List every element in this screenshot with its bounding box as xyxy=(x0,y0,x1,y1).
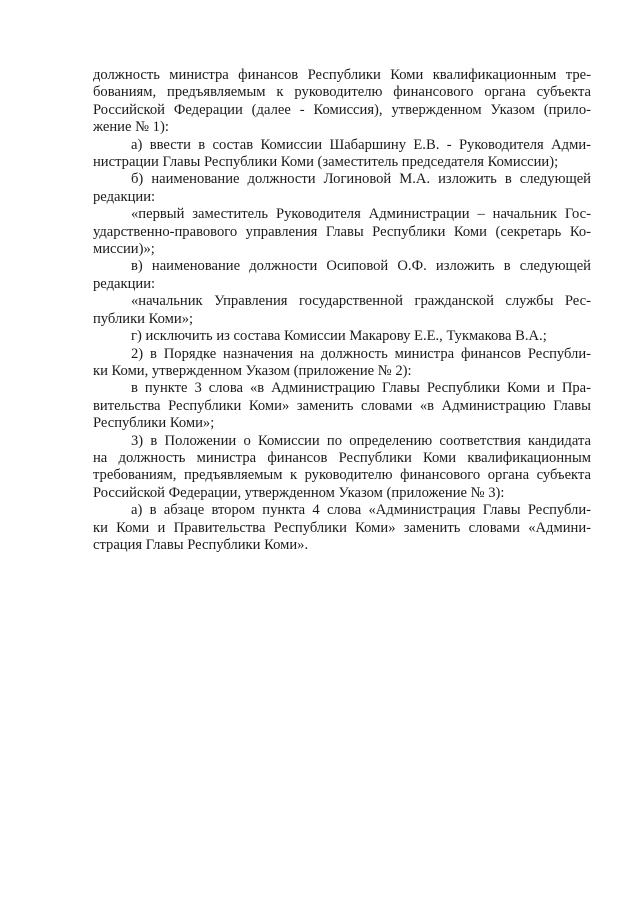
text-line: в пункте 3 слова «в Администрацию Главы Республики Коми и Пра- xyxy=(131,380,591,397)
paragraph-p-b1-quote xyxy=(93,206,591,258)
text-line: редакции: xyxy=(93,188,156,205)
text-line: в) наименование должности Осиповой О.Ф. изложить в следующей xyxy=(131,258,591,275)
paragraph-p-3 xyxy=(93,433,591,503)
text-line: ки Коми, утвержденном Указом (приложение № 2): xyxy=(93,362,412,379)
text-line: редакции: xyxy=(93,275,156,292)
text-line: нистрации Главы Республики Коми (заместитель председателя Комиссии); xyxy=(93,154,559,171)
document-body xyxy=(93,67,591,554)
text-line: жение № 1): xyxy=(93,119,169,136)
paragraph-p-c1 xyxy=(93,258,591,293)
paragraph-p-2 xyxy=(93,346,591,381)
text-line: Российской Федерации (далее - Комиссия), утвержденном Указом (прило- xyxy=(93,101,591,118)
text-line: страция Главы Республики Коми». xyxy=(93,536,309,553)
text-line: миссии)»; xyxy=(93,241,155,258)
text-line: вительства Республики Коми» заменить словами «в Администрацию Главы xyxy=(93,397,591,414)
text-line: «начальник Управления государственной гражданской службы Рес- xyxy=(131,293,591,310)
paragraph-p-2-point3 xyxy=(93,380,591,432)
text-line: публики Коми»; xyxy=(93,310,194,327)
text-line: а) в абзаце втором пункта 4 слова «Администрация Главы Республи- xyxy=(131,502,591,519)
paragraph-p-intro xyxy=(93,67,591,137)
text-line: 2) в Порядке назначения на должность министра финансов Республи- xyxy=(131,345,591,362)
text-line: бованиям, предъявляемым к руководителю финансового органа субъекта xyxy=(93,84,591,101)
paragraph-p-b1 xyxy=(93,171,591,206)
text-line: требованиям, предъявляемым к руководителю финансового органа субъекта xyxy=(93,467,591,484)
paragraph-p-d1 xyxy=(93,328,591,345)
text-line: «первый заместитель Руководителя Администрации – начальник Гос- xyxy=(131,206,591,223)
paragraph-p-3a xyxy=(93,502,591,554)
text-line: г) исключить из состава Комиссии Макарову Е.Е., Тукмакова В.А.; xyxy=(131,328,547,345)
text-line: 3) в Положении о Комиссии по определению соответствия кандидата xyxy=(131,432,591,449)
paragraph-p-a1 xyxy=(93,137,591,172)
text-line: а) ввести в состав Комиссии Шабаршину Е.В. - Руководителя Адми- xyxy=(131,136,591,153)
text-line: Российской Федерации, утвержденном Указом (приложение № 3): xyxy=(93,484,505,501)
text-line: Республики Коми»; xyxy=(93,415,215,432)
paragraph-p-c1-quote xyxy=(93,293,591,328)
text-line: б) наименование должности Логиновой М.А. изложить в следующей xyxy=(131,171,591,188)
text-line: ки Коми и Правительства Республики Коми» заменить словами «Админи- xyxy=(93,519,591,536)
text-line: должность министра финансов Республики Коми квалификационным тре- xyxy=(93,67,591,83)
text-line: на должность министра финансов Республики Коми квалификационным xyxy=(93,449,591,466)
text-line: ударственно-правового управления Главы Республики Коми (секретарь Ко- xyxy=(93,223,591,240)
